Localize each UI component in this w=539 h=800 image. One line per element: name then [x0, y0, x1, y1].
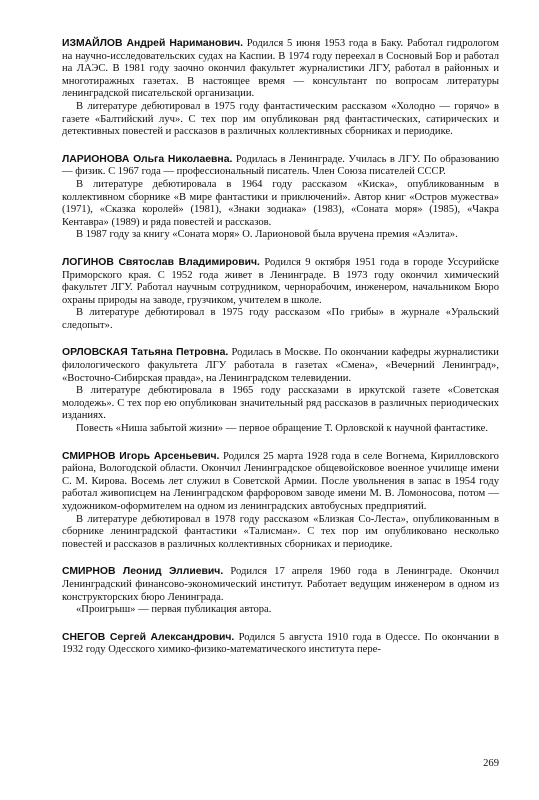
paragraph-text: Повесть «Ниша забытой жизни» — первое обращение Т. Орловской к научной фантастике.	[76, 423, 489, 435]
author-name: ЛОГИНОВ Святослав Владимирович.	[62, 256, 260, 268]
entry-paragraph	[62, 385, 499, 423]
author-name: ОРЛОВСКАЯ Татьяна Петровна.	[62, 347, 229, 359]
author-name: СМИРНОВ Леонид Эллиевич.	[62, 566, 224, 578]
entry-first-paragraph	[62, 451, 499, 514]
paragraph-text: Родилась в Ленинграде. Училась в ЛГУ. По образованию — физик. С 1967 года — профессиональный писатель. Член Союза писателей СССР.	[62, 153, 499, 178]
author-entry	[62, 451, 499, 552]
author-name: СНЕГОВ Сергей Александрович.	[62, 631, 235, 643]
author-name: СМИРНОВ Игорь Арсеньевич.	[62, 450, 220, 462]
author-entry	[62, 257, 499, 333]
paragraph-text: В литературе дебютировал в 1975 году фантастическим рассказом «Холодно — горячо» в газете «Балтийский луч». С тех пор им опубликован ряд фантастических, сатирических и детективных повестей и рассказов в различных коллективных сборниках и периодике.	[62, 100, 499, 138]
paragraph-text: Родился 5 июня 1953 года в Баку. Работал гидрологом на научно-исследовательских судах на Каспии. В 1974 году переехал в Сосновый Бор и работал на ЛАЭС. В 1981 году заочно окончил факультет журналистики ЛГУ, работал в районных и многотиражных газетах. В настоящее время — консультант по вопросам литературы ленинградской писательской организации.	[62, 38, 499, 100]
paragraph-text: Родился 25 марта 1928 года в селе Вогнема, Кирилловского района, Вологодской области. Окончил Ленинградское общевойсковое военное училище имени С. М. Кирова. Восемь лет служил в Советской Армии. После увольнения в запас в 1954 году работал живописцем на Ленинградском фарфоровом заводе имени М. В. Ломоносова, потом — художником-оформителем на одном из ленинградских автобусных предприятий.	[62, 450, 499, 512]
paragraph-text: Родился 17 апреля 1960 года в Ленинграде. Окончил Ленинградский финансово-экономический институт. Работает ведущим инженером в одном из конструкторских бюро Ленинграда.	[62, 566, 499, 603]
author-entry	[62, 566, 499, 616]
entry-paragraph	[62, 423, 499, 436]
entry-paragraph	[62, 307, 499, 332]
paragraph-text: В литературе дебютировала в 1965 году рассказами в иркутской газете «Советская молодежь». С тех пор ею опубликован значительный ряд рассказов в различных периодических изданиях.	[62, 385, 499, 422]
entry-paragraph	[62, 514, 499, 552]
entries-list	[62, 38, 499, 672]
paragraph-text: В литературе дебютировала в 1964 году рассказом «Киска», опубликованным в коллективном сборнике «В мире фантастики и приключений». Автор книг «Остров мужества» (1971), «Сказка королей» (1981), «Знаки зодиака» (1983), «Соната моря» (1985), «Чакра Кентавра» (1989) и ряда повестей и рассказов.	[62, 178, 499, 228]
author-name: ИЗМАЙЛОВ Андрей Нариманович.	[62, 38, 243, 49]
entry-first-paragraph	[62, 257, 499, 307]
entry-first-paragraph	[62, 154, 499, 179]
entry-paragraph	[62, 101, 499, 139]
paragraph-text: Родился 9 октября 1951 года в городе Уссурийске Приморского края. С 1952 года живет в Ленинграде. В 1973 году окончил химический факультет ЛГУ. Работал научным сотрудником, чернорабочим, инженером, начальником Бюро охраны природы на заводе, грузчиком, учителем в школе.	[62, 256, 500, 306]
paragraph-text: Родилась в Москве. По окончании кафедры журналистики филологического факультета ЛГУ работала в газетах «Смена», «Вечерний Ленинград», «Восточно-Сибирская правда», на Ленинградском телевидении.	[62, 347, 499, 384]
entry-first-paragraph	[62, 38, 499, 101]
author-entry	[62, 632, 499, 657]
paragraph-text: В литературе дебютировал в 1978 году рассказом «Близкая Со-Леста», опубликованным в сборнике ленинградской фантастики «Талисман». С тех пор им опубликовано несколько повестей и рассказов в различных коллективных сборниках и периодике.	[62, 513, 499, 550]
entry-paragraph	[62, 229, 499, 242]
paragraph-text: Родился 5 августа 1910 года в Одессе. По окончании в 1932 году Одесского химико-физико-математического института пере-	[62, 631, 499, 656]
paragraph-text: «Проигрыш» — первая публикация автора.	[76, 604, 272, 616]
entry-paragraph	[62, 604, 499, 617]
page-number: 269	[483, 758, 499, 769]
entry-first-paragraph	[62, 632, 499, 657]
author-entry	[62, 38, 499, 139]
author-entry	[62, 154, 499, 242]
entry-paragraph	[62, 179, 499, 229]
entry-first-paragraph	[62, 347, 499, 385]
paragraph-text: В 1987 году за книгу «Соната моря» О. Ларионовой была вручена премия «Аэлита».	[76, 229, 458, 241]
author-name: ЛАРИОНОВА Ольга Николаевна.	[62, 153, 233, 165]
entry-first-paragraph	[62, 566, 499, 604]
author-entry	[62, 347, 499, 435]
paragraph-text: В литературе дебютировал в 1975 году рассказом «По грибы» в журнале «Уральский следопыт».	[62, 307, 499, 331]
